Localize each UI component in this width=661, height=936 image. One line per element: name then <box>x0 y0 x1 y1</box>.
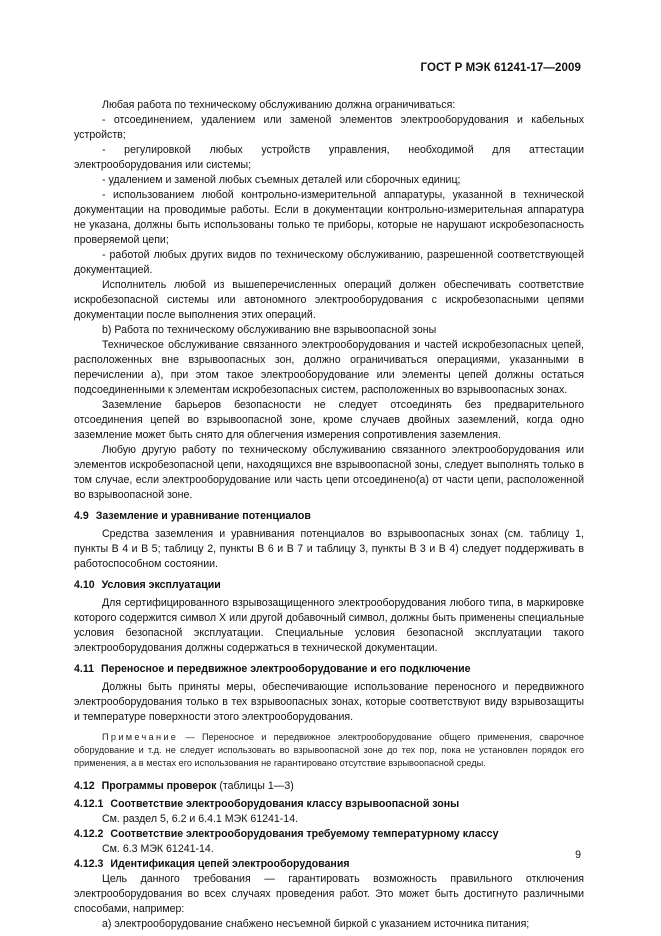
subsection-title: Соответствие электрооборудования требуемому температурному классу <box>110 827 499 840</box>
section-title-tail: (таблицы 1—3) <box>216 779 294 792</box>
section-number: 4.11 <box>74 663 95 675</box>
paragraph: Любую другую работу по техническому обслуживанию связанного электрооборудования или элементов искробезопасной цепи, находящихся вне взрывоопасной зоны, следует выполнять только в том случае, если электрооборудование или часть цепи отсоединено(а) от части цепи, расположенной во взрывоопасной зоне. <box>74 444 584 501</box>
list-item: - работой любых других видов по техническому обслуживанию, разрешенной соответствующей документацией. <box>74 249 584 276</box>
subsection-heading <box>74 797 584 812</box>
section-number: 4.9 <box>74 510 89 522</box>
paragraph: Исполнитель любой из вышеперечисленных операций должен обеспечивать соответствие искробезопасной системы или автономного электрооборудования с искробезопасными цепями документации после выполнения этих операций. <box>74 279 584 321</box>
subsection-number: 4.12.1 <box>74 797 104 810</box>
standard-header: ГОСТ Р МЭК 61241-17—2009 <box>420 62 581 74</box>
paragraph: См. раздел 5, 6.2 и 6.4.1 МЭК 61241-14. <box>102 812 299 825</box>
paragraph: Любая работа по техническому обслуживанию должна ограничиваться: <box>102 99 456 111</box>
subsection-title: Идентификация цепей электрооборудования <box>110 857 350 870</box>
section-title: Программы проверок <box>101 779 217 792</box>
note <box>74 731 584 771</box>
document-body <box>74 98 584 932</box>
paragraph: Техническое обслуживание связанного электрооборудования и частей искробезопасных цепей, расположенных вне взрывоопасных зон, должно ограничиваться операциями, указанными в перечислении а), при этом такое электрооборудование или элементы цепей должны остаться подсоединенными к элементам искробезопасных систем, расположенных во взрывоопасных зонах. <box>74 339 584 396</box>
section-number: 4.10 <box>74 579 95 591</box>
list-item: - удалением и заменой любых съемных деталей или сборочных единиц; <box>102 174 461 186</box>
paragraph: См. 6.3 МЭК 61241-14. <box>102 842 214 855</box>
section-title: Условия эксплуатации <box>101 579 221 591</box>
section-heading <box>74 578 584 593</box>
note-text: — Переносное и передвижное электрооборудование общего применения, сварочное оборудование и т.д. не следует использовать во взрывоопасной зоне до тех пор, пока не установлен порядок его применения, а в местах его использования не гарантировано отсутствие взрывоопасной среды. <box>74 732 584 769</box>
section-title: Переносное и передвижное электрооборудование и его подключение <box>101 663 471 675</box>
list-item: - использованием любой контрольно-измерительной аппаратуры, указанной в технической документации на проводимые работы. Если в документации контрольно-измерительная аппаратура не указана, должны быть использованы только те приборы, которые не нарушают искробезопасность проверяемой цепи; <box>74 189 584 246</box>
page-number: 9 <box>575 849 581 861</box>
subsection-heading <box>74 827 584 842</box>
list-item: - регулировкой любых устройств управления, необходимой для аттестации электрооборудования или системы; <box>74 144 584 171</box>
section-heading <box>74 779 584 794</box>
section-heading <box>74 509 584 524</box>
section-number: 4.12 <box>74 779 95 792</box>
paragraph: Должны быть приняты меры, обеспечивающие использование переносного и передвижного электрооборудования только в тех взрывоопасных зонах, которые соответствуют виду взрывозащиты и температуре поверхности этого электрооборудования. <box>74 681 584 723</box>
subsection-number: 4.12.3 <box>74 857 104 870</box>
list-item: b) Работа по техническому обслуживанию вне взрывоопасной зоны <box>102 324 437 336</box>
subsection-number: 4.12.2 <box>74 827 104 840</box>
list-item: - отсоединением, удалением или заменой элементов электрооборудования и кабельных устройств; <box>74 114 584 141</box>
paragraph: Заземление барьеров безопасности не следует отсоединять без предварительного отсоединения цепей во взрывоопасной зоне, кроме случаев двойных заземлений, когда одно заземление может быть снято для облегчения измерения сопротивления заземления. <box>74 399 584 441</box>
paragraph: Средства заземления и уравнивания потенциалов во взрывоопасных зонах (см. таблицу 1, пункты В 4 и В 5; таблицу 2, пункты В 6 и В 7 и таблицу 3, пункты В 3 и В 4) следует поддерживать в работоспособном состоянии. <box>74 528 584 570</box>
section-heading <box>74 662 584 677</box>
paragraph: Для сертифицированного взрывозащищенного электрооборудования любого типа, в маркировке которого содержится символ X или другой добавочный символ, должны быть применены специальные условия безопасной эксплуатации. Специальные условия безопасной эксплуатации такого электрооборудования должны содержаться в технической документации. <box>74 597 584 654</box>
subsection-title: Соответствие электрооборудования классу взрывоопасной зоны <box>110 797 460 810</box>
note-label: Примечание <box>102 732 179 742</box>
list-item: а) электрооборудование снабжено несъемной биркой с указанием источника питания; <box>102 917 530 930</box>
subsection-heading <box>74 857 584 872</box>
section-title: Заземление и уравнивание потенциалов <box>95 510 311 522</box>
paragraph: Цель данного требования — гарантировать возможность правильного отключения электрооборудования во всех случаях проведения работ. Это может быть достигнуто различными способами, например: <box>74 872 584 915</box>
